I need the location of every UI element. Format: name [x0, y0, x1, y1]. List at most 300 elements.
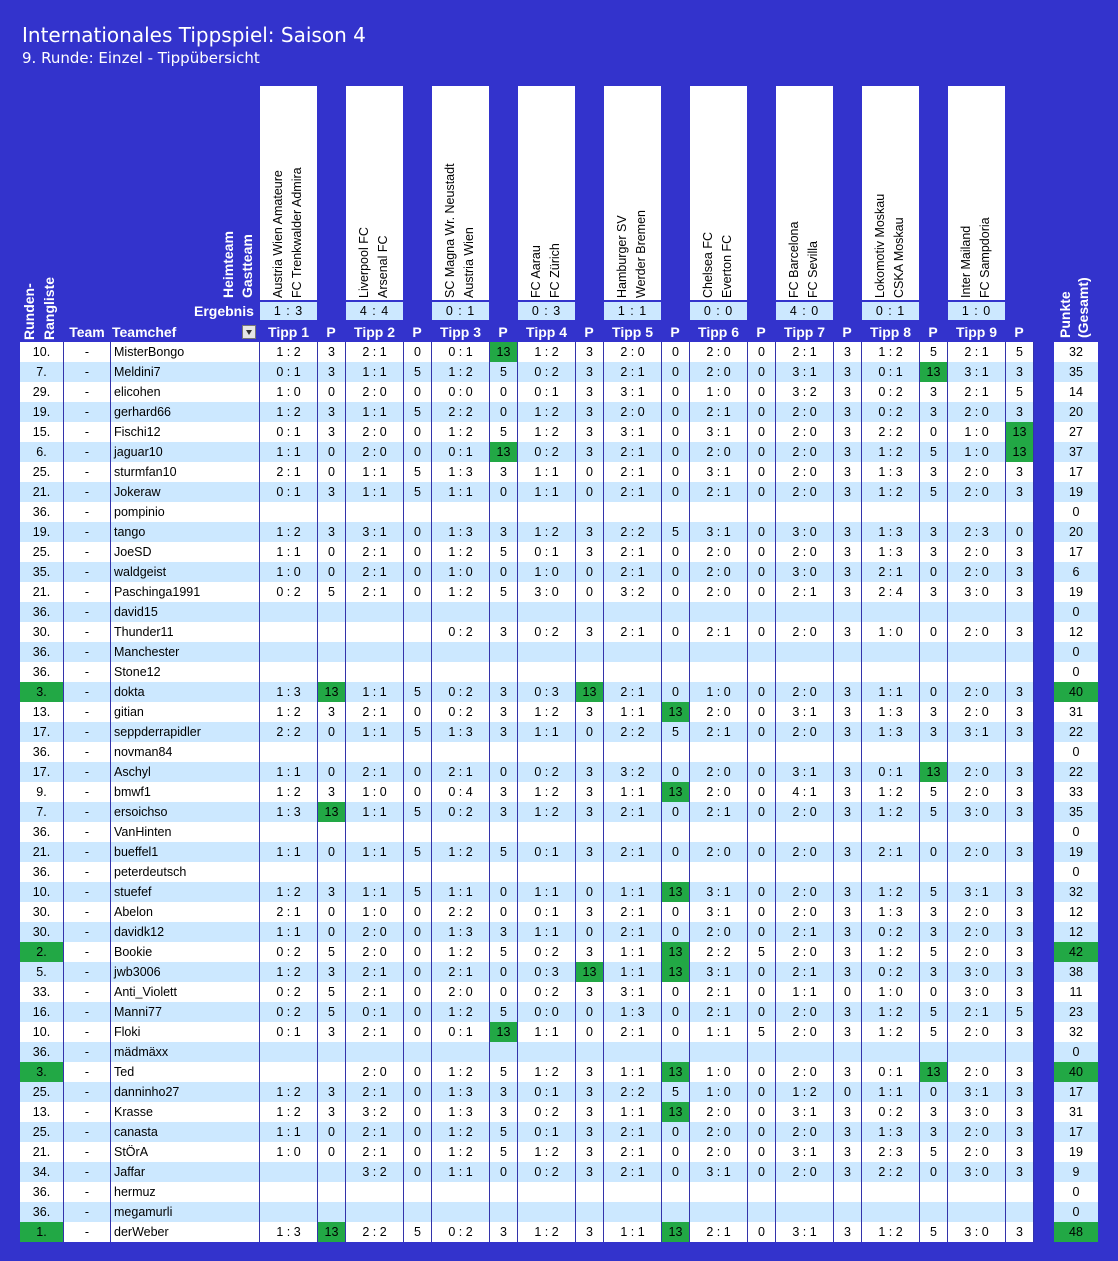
tipp-cell	[690, 502, 747, 522]
tipp-cell: 2 : 1	[776, 582, 833, 602]
tipp-cell: 1 : 0	[948, 442, 1005, 462]
rank-cell: 2.	[20, 942, 63, 962]
tipp-cell: 1 : 3	[862, 702, 919, 722]
table-row	[0, 1062, 1118, 1082]
table-row	[0, 582, 1118, 602]
tipp-cell: 1 : 3	[432, 722, 489, 742]
total-points-cell: 31	[1054, 702, 1098, 722]
tipp-cell	[948, 1042, 1005, 1062]
teamchef-cell: Manchester	[111, 642, 259, 662]
points-cell	[920, 602, 947, 622]
points-cell: 5	[490, 542, 517, 562]
tipp-cell	[346, 602, 403, 622]
column-divider	[603, 342, 604, 1242]
tipp-cell: 0 : 1	[260, 422, 317, 442]
tipp-cell: 2 : 0	[776, 1002, 833, 1022]
points-cell: 3	[834, 1102, 861, 1122]
tipp-cell	[346, 1202, 403, 1222]
points-cell: 3	[920, 522, 947, 542]
heimteam-label: Heimteam	[220, 231, 236, 298]
points-cell: 0	[490, 562, 517, 582]
points-cell: 0	[404, 702, 431, 722]
tipp-cell: 1 : 2	[260, 1082, 317, 1102]
points-cell: 3	[1006, 1102, 1033, 1122]
tipp-cell: 1 : 2	[518, 802, 575, 822]
tipp-cell: 2 : 1	[690, 622, 747, 642]
points-cell	[404, 602, 431, 622]
tipp-cell: 3 : 1	[948, 722, 1005, 742]
total-points-cell: 6	[1054, 562, 1098, 582]
tipp-cell: 2 : 1	[346, 1142, 403, 1162]
tipp-cell: 2 : 1	[604, 1122, 661, 1142]
points-cell: 0	[662, 1002, 689, 1022]
tipp-cell	[432, 742, 489, 762]
total-points-cell: 19	[1054, 1142, 1098, 1162]
tipp-cell: 1 : 1	[346, 722, 403, 742]
total-points-cell: 42	[1054, 942, 1098, 962]
points-cell: 0	[662, 382, 689, 402]
table-row	[0, 842, 1118, 862]
tipp-cell: 1 : 2	[260, 782, 317, 802]
rank-cell: 34.	[20, 1162, 63, 1182]
match-header-box	[432, 86, 489, 300]
tipp-cell: 0 : 1	[346, 1002, 403, 1022]
tipp-cell	[260, 622, 317, 642]
table-row	[0, 442, 1118, 462]
points-cell	[318, 502, 345, 522]
points-cell: 13	[576, 682, 603, 702]
tipp-cell	[346, 1042, 403, 1062]
points-cell: 3	[576, 782, 603, 802]
tipp-cell: 3 : 0	[948, 1162, 1005, 1182]
points-cell	[576, 1182, 603, 1202]
rank-cell: 19.	[20, 522, 63, 542]
total-points-cell: 33	[1054, 782, 1098, 802]
tipp-cell: 2 : 1	[432, 962, 489, 982]
tipp-cell	[776, 1202, 833, 1222]
table-row	[0, 1102, 1118, 1122]
points-cell: 0	[920, 1082, 947, 1102]
points-cell: 0	[318, 382, 345, 402]
teamchef-cell: dokta	[111, 682, 259, 702]
points-cell: 3	[834, 922, 861, 942]
points-cell	[1006, 862, 1033, 882]
rank-cell: 17.	[20, 722, 63, 742]
tipp-cell: 1 : 0	[690, 1062, 747, 1082]
tipp-cell: 2 : 1	[604, 1142, 661, 1162]
points-cell	[920, 1202, 947, 1222]
points-cell	[662, 602, 689, 622]
tipp-cell: 3 : 1	[776, 1102, 833, 1122]
tipp-cell: 3 : 1	[948, 882, 1005, 902]
tipp-cell: 2 : 0	[690, 842, 747, 862]
points-cell	[404, 1042, 431, 1062]
points-cell: 5	[1006, 342, 1033, 362]
points-cell: 5	[404, 842, 431, 862]
tipp-cell: 2 : 1	[776, 342, 833, 362]
points-cell: 3	[834, 382, 861, 402]
tipp-cell: 1 : 1	[518, 1022, 575, 1042]
match-header-box	[604, 86, 661, 300]
points-cell: 5	[404, 482, 431, 502]
team-cell: -	[64, 422, 110, 442]
rank-cell: 36.	[20, 1182, 63, 1202]
points-cell: 3	[834, 722, 861, 742]
points-cell	[490, 662, 517, 682]
tipp-cell: 1 : 2	[260, 702, 317, 722]
points-cell: 3	[576, 1162, 603, 1182]
tipp-cell: 2 : 1	[862, 562, 919, 582]
table-row	[0, 542, 1118, 562]
points-cell: 3	[490, 1102, 517, 1122]
points-cell: 3	[490, 782, 517, 802]
points-cell	[662, 502, 689, 522]
column-divider	[1033, 342, 1034, 1242]
tipp-cell: 1 : 1	[604, 702, 661, 722]
team-cell: -	[64, 1002, 110, 1022]
total-points-cell: 0	[1054, 1042, 1098, 1062]
points-cell: 0	[662, 1162, 689, 1182]
tipp-cell: 1 : 1	[346, 482, 403, 502]
tipp-cell: 1 : 3	[432, 522, 489, 542]
teamchef-cell: megamurli	[111, 1202, 259, 1222]
points-cell: 0	[404, 562, 431, 582]
table-row	[0, 622, 1118, 642]
points-cell: 0	[404, 782, 431, 802]
points-cell: 5	[404, 362, 431, 382]
teamchef-col-header: Teamchef	[112, 324, 177, 340]
points-cell	[1006, 1182, 1033, 1202]
tipp-cell: 0 : 2	[518, 762, 575, 782]
team-cell: -	[64, 342, 110, 362]
points-cell: 0	[748, 402, 775, 422]
tipp-cell: 2 : 0	[346, 922, 403, 942]
points-cell: 0	[748, 1002, 775, 1022]
tipp-cell: 3 : 1	[776, 1222, 833, 1242]
points-cell: 3	[834, 882, 861, 902]
tipp-cell	[948, 502, 1005, 522]
tipp-cell: 2 : 0	[948, 702, 1005, 722]
points-cell: 3	[576, 442, 603, 462]
punkte-label-2	[1076, 277, 1091, 338]
tipp-cell	[776, 502, 833, 522]
rank-cell: 21.	[20, 1142, 63, 1162]
teamchef-cell: seppderrapidler	[111, 722, 259, 742]
points-cell: 0	[318, 542, 345, 562]
rank-cell: 29.	[20, 382, 63, 402]
match-result: 1 : 1	[604, 302, 661, 320]
tipp-cell: 1 : 2	[432, 1062, 489, 1082]
teamchef-filter-dropdown[interactable]	[242, 325, 256, 339]
total-points-cell: 19	[1054, 842, 1098, 862]
tipp-cell: 2 : 1	[346, 1022, 403, 1042]
rank-cell: 15.	[20, 422, 63, 442]
points-cell: 5	[920, 442, 947, 462]
total-points-cell: 0	[1054, 662, 1098, 682]
points-cell: 13	[1006, 422, 1033, 442]
rank-cell: 13.	[20, 702, 63, 722]
points-cell: 0	[404, 582, 431, 602]
home-team-name: Lokomotiv Moskau	[873, 193, 887, 298]
points-cell: 3	[490, 622, 517, 642]
total-points-cell: 19	[1054, 482, 1098, 502]
tipp-cell: 3 : 0	[948, 962, 1005, 982]
tipp-cell	[604, 862, 661, 882]
tipp-cell: 2 : 0	[948, 922, 1005, 942]
points-cell: 13	[490, 342, 517, 362]
points-cell: 0	[920, 982, 947, 1002]
points-cell: 0	[748, 762, 775, 782]
table-row	[0, 802, 1118, 822]
tipp-cell: 2 : 1	[346, 962, 403, 982]
tipp-cell: 2 : 0	[604, 402, 661, 422]
rangliste-line2: Rangliste	[41, 276, 57, 340]
column-divider	[1005, 342, 1006, 1242]
tipp-cell: 3 : 1	[604, 982, 661, 1002]
points-cell: 3	[1006, 782, 1033, 802]
points-cell: 0	[490, 1162, 517, 1182]
tipp-cell: 2 : 0	[690, 782, 747, 802]
points-cell: 5	[490, 362, 517, 382]
tipp-cell: 2 : 0	[776, 542, 833, 562]
team-cell: -	[64, 942, 110, 962]
tipp-cell: 1 : 2	[432, 582, 489, 602]
rank-cell: 21.	[20, 582, 63, 602]
points-cell: 0	[748, 882, 775, 902]
tipp-cell: 1 : 2	[260, 962, 317, 982]
tipp-cell: 1 : 2	[432, 842, 489, 862]
tipp-cell: 2 : 1	[690, 722, 747, 742]
tipp-cell	[862, 742, 919, 762]
points-cell: 3	[920, 382, 947, 402]
tipp-cell: 3 : 1	[776, 702, 833, 722]
tipp-cell: 1 : 2	[862, 782, 919, 802]
points-cell	[748, 602, 775, 622]
points-cell: 3	[834, 762, 861, 782]
tipp-cell: 3 : 0	[518, 582, 575, 602]
tipp-cell: 2 : 0	[690, 922, 747, 942]
points-cell	[404, 1202, 431, 1222]
points-cell	[920, 662, 947, 682]
teamchef-cell: Manni77	[111, 1002, 259, 1022]
rank-cell: 7.	[20, 802, 63, 822]
tipp-cell: 3 : 1	[690, 902, 747, 922]
tipp-cell: 2 : 1	[604, 462, 661, 482]
match-header-box	[346, 86, 403, 300]
tipp-cell	[862, 822, 919, 842]
points-cell	[318, 1182, 345, 1202]
column-divider	[517, 342, 518, 1242]
tipp-cell	[518, 822, 575, 842]
tipp-cell	[518, 662, 575, 682]
total-points-cell: 20	[1054, 402, 1098, 422]
points-cell: 3	[318, 342, 345, 362]
tipp-cell: 1 : 3	[862, 902, 919, 922]
rank-cell: 3.	[20, 1062, 63, 1082]
team-cell: -	[64, 802, 110, 822]
tipp-cell: 2 : 0	[776, 1022, 833, 1042]
points-cell	[748, 822, 775, 842]
tipp-cell: 3 : 0	[776, 522, 833, 542]
points-cell: 0	[662, 1142, 689, 1162]
tipp-cell: 1 : 2	[260, 342, 317, 362]
points-cell: 3	[834, 702, 861, 722]
points-cell: 3	[834, 1022, 861, 1042]
tipp-cell	[604, 742, 661, 762]
tipp-cell: 3 : 0	[948, 582, 1005, 602]
points-cell: 3	[834, 622, 861, 642]
total-points-cell: 32	[1054, 882, 1098, 902]
home-team-name: SC Magna Wr. Neustadt	[443, 163, 457, 298]
points-cell: 3	[834, 582, 861, 602]
points-cell: 3	[834, 362, 861, 382]
tipp-cell: 2 : 0	[948, 482, 1005, 502]
tipp-cell: 1 : 1	[260, 542, 317, 562]
tipp-cell: 2 : 0	[948, 842, 1005, 862]
table-row	[0, 942, 1118, 962]
tipp-cell	[948, 1182, 1005, 1202]
points-cell: 3	[834, 542, 861, 562]
teamchef-cell: canasta	[111, 1122, 259, 1142]
tipp-cell: 3 : 1	[776, 762, 833, 782]
points-cell	[404, 1182, 431, 1202]
tipp-cell: 2 : 0	[690, 762, 747, 782]
away-team-name: FC Trenkwalder Admira	[290, 167, 304, 298]
tipp-cell	[604, 1182, 661, 1202]
points-cell	[834, 742, 861, 762]
points-cell: 3	[318, 362, 345, 382]
points-cell: 0	[404, 982, 431, 1002]
tipp-cell: 2 : 1	[948, 1002, 1005, 1022]
tipp-cell: 3 : 1	[346, 522, 403, 542]
total-points-cell: 17	[1054, 1122, 1098, 1142]
points-cell: 0	[662, 422, 689, 442]
points-cell: 3	[318, 1082, 345, 1102]
rank-cell: 25.	[20, 1082, 63, 1102]
tipp-cell: 2 : 1	[862, 842, 919, 862]
points-cell: 0	[490, 762, 517, 782]
tipp-cell: 3 : 2	[604, 582, 661, 602]
table-row	[0, 822, 1118, 842]
points-cell: 0	[318, 562, 345, 582]
points-cell: 3	[920, 582, 947, 602]
team-cell: -	[64, 822, 110, 842]
tipp-cell	[862, 1182, 919, 1202]
total-points-cell: 31	[1054, 1102, 1098, 1122]
tipp-cell: 2 : 1	[690, 802, 747, 822]
tipp-cell: 1 : 2	[862, 1002, 919, 1022]
table-row	[0, 1162, 1118, 1182]
tipp-cell: 1 : 2	[518, 1062, 575, 1082]
tipp-cell: 1 : 2	[518, 402, 575, 422]
tipp-cell	[518, 502, 575, 522]
tipp-cell: 2 : 0	[776, 1162, 833, 1182]
tipp-cell: 0 : 1	[518, 1122, 575, 1142]
points-cell: 0	[662, 762, 689, 782]
points-cell	[576, 1202, 603, 1222]
team-cell: -	[64, 442, 110, 462]
points-cell: 0	[576, 462, 603, 482]
points-cell	[490, 602, 517, 622]
points-cell: 3	[834, 1142, 861, 1162]
punkte-line2: (Gesamt)	[1075, 277, 1091, 338]
teamchef-cell: derWeber	[111, 1222, 259, 1242]
table-row	[0, 782, 1118, 802]
column-divider	[747, 342, 748, 1242]
tipp-cell: 1 : 2	[518, 1222, 575, 1242]
tipp-cell: 2 : 1	[690, 982, 747, 1002]
points-cell: 5	[404, 1222, 431, 1242]
total-points-cell: 40	[1054, 1062, 1098, 1082]
points-cell: 13	[318, 682, 345, 702]
tipp-cell: 0 : 0	[432, 382, 489, 402]
points-cell: 3	[576, 982, 603, 1002]
tipp-cell	[518, 1202, 575, 1222]
total-points-cell: 11	[1054, 982, 1098, 1002]
points-cell: 0	[404, 942, 431, 962]
points-cell: 3	[490, 922, 517, 942]
tipp-cell: 1 : 2	[260, 882, 317, 902]
points-cell: 0	[662, 1122, 689, 1142]
points-cell: 3	[318, 702, 345, 722]
points-cell: 3	[920, 702, 947, 722]
column-divider	[947, 342, 948, 1242]
points-cell: 3	[576, 902, 603, 922]
tipp-cell	[432, 822, 489, 842]
total-points-cell: 0	[1054, 1202, 1098, 1222]
points-cell: 3	[1006, 762, 1033, 782]
points-cell: 0	[404, 962, 431, 982]
tipp-cell: 3 : 1	[690, 522, 747, 542]
points-cell	[490, 502, 517, 522]
tipp-cell: 3 : 1	[776, 362, 833, 382]
tipp-cell	[690, 742, 747, 762]
points-cell: 3	[834, 1062, 861, 1082]
points-cell	[404, 642, 431, 662]
points-cell	[404, 502, 431, 522]
tipp-cell: 0 : 1	[518, 842, 575, 862]
points-cell	[404, 822, 431, 842]
points-cell	[1006, 602, 1033, 622]
tipp-cell: 0 : 2	[518, 1102, 575, 1122]
column-divider	[775, 342, 776, 1242]
tipp-cell: 2 : 0	[948, 1142, 1005, 1162]
table-row	[0, 402, 1118, 422]
tipp-cell: 2 : 0	[948, 942, 1005, 962]
column-divider	[575, 342, 576, 1242]
points-cell: 3	[318, 782, 345, 802]
points-cell: 3	[1006, 542, 1033, 562]
points-cell: 3	[576, 1062, 603, 1082]
tipp-cell: 2 : 1	[346, 702, 403, 722]
points-cell: 13	[662, 1102, 689, 1122]
gastteam-label: Gastteam	[239, 234, 255, 298]
total-points-cell: 22	[1054, 762, 1098, 782]
points-col-header: P	[756, 324, 766, 340]
tipp-cell: 2 : 1	[346, 562, 403, 582]
tipp-cell: 1 : 1	[604, 1102, 661, 1122]
teamchef-cell: elicohen	[111, 382, 259, 402]
points-cell: 3	[1006, 582, 1033, 602]
points-cell: 3	[490, 722, 517, 742]
teamchef-cell: MisterBongo	[111, 342, 259, 362]
tipp-cell: 1 : 2	[862, 802, 919, 822]
tipp-cell: 2 : 0	[776, 622, 833, 642]
tipp-cell: 0 : 2	[432, 802, 489, 822]
rank-cell: 17.	[20, 762, 63, 782]
team-cell: -	[64, 682, 110, 702]
points-cell: 0	[662, 542, 689, 562]
